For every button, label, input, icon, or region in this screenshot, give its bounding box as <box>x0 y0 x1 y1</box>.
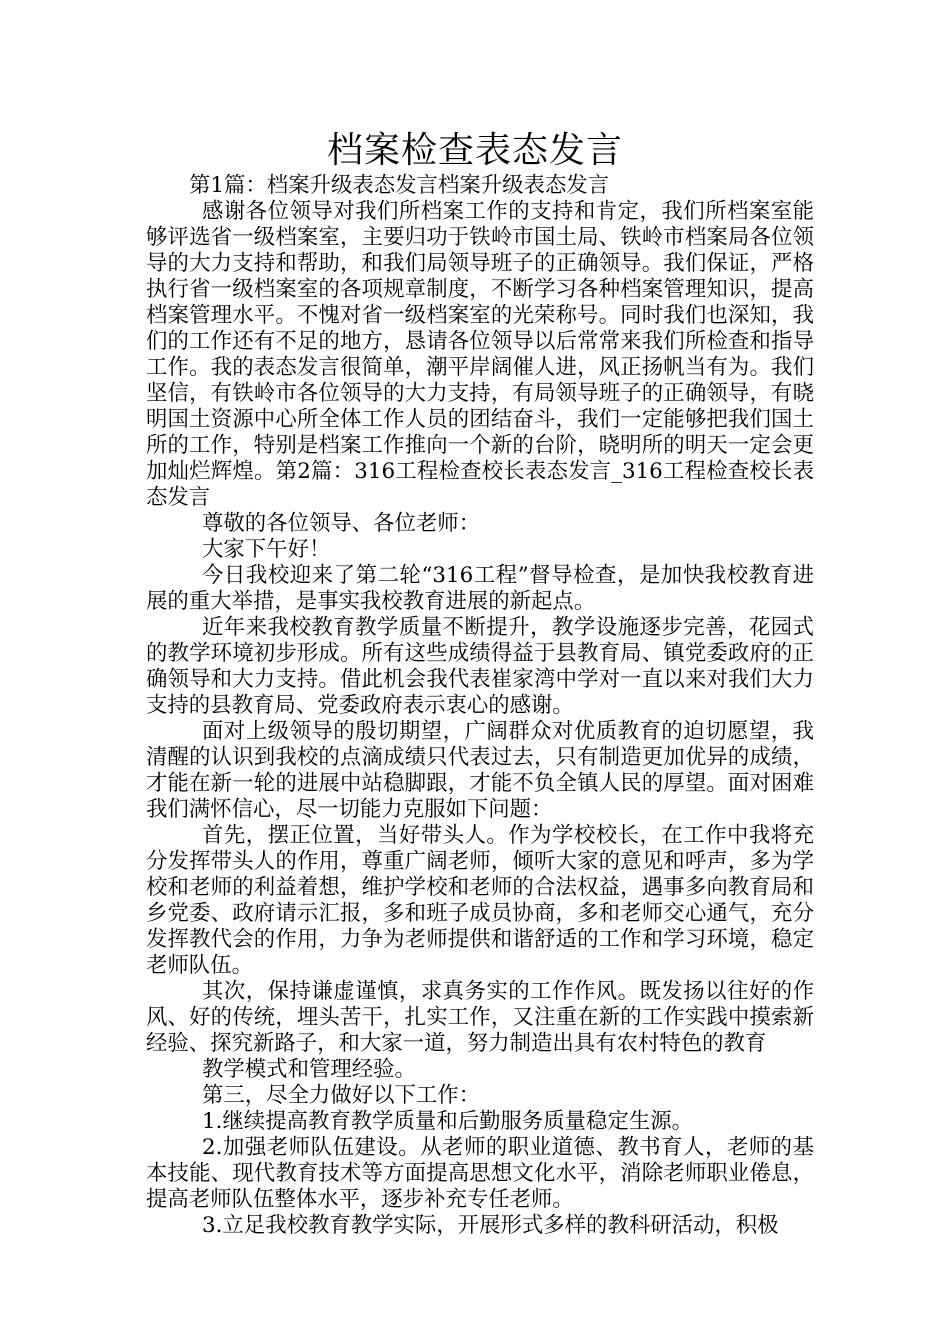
paragraph: 尊敬的各位领导、各位老师： <box>202 511 481 536</box>
paragraph: 大家下午好！ <box>202 537 331 562</box>
paragraph: 其次，保持谦虚谨慎，求真务实的工作作风。既发扬以往好的作风、好的传统，埋头苦干，扎实工作，又注重在新的工作实践中摸索新经验、探究新路子，和大家一道，努力制造出具有农村特色的教育 <box>146 979 814 1056</box>
document-body <box>146 173 814 1239</box>
paragraph: 近年来我校教育教学质量不断提升，教学设施逐步完善，花园式的教学环境初步形成。所有这些成绩得益于县教育局、镇党委政府的正确领导和大力支持。借此机会我代表崔家湾中学对一直以来对我们大力支持的县教育局、党委政府表示衷心的感谢。 <box>146 615 814 718</box>
paragraph: 教学模式和管理经验。 <box>202 1057 416 1082</box>
document-title: 档案检查表态发言 <box>326 130 623 171</box>
paragraph: 今日我校迎来了第二轮“316工程”督导检查，是加快我校教育进展的重大举措，是事实我校教育进展的新起点。 <box>146 563 814 614</box>
paragraph: 3.立足我校教育教学实际，开展形式多样的教科研活动，积极 <box>202 1213 779 1238</box>
paragraph: 第1篇：档案升级表态发言档案升级表态发言 <box>189 173 610 198</box>
paragraph: 2.加强老师队伍建设。从老师的职业道德、教书育人，老师的基本技能、现代教育技术等方面提高思想文化水平，消除老师职业倦息，提高老师队伍整体水平，逐步补充专任老师。 <box>146 1135 814 1212</box>
paragraph: 第三，尽全力做好以下工作： <box>202 1083 481 1108</box>
paragraph: 首先，摆正位置，当好带头人。作为学校校长，在工作中我将充分发挥带头人的作用，尊重广阔老师，倾听大家的意见和呼声，多为学校和老师的利益着想，维护学校和老师的合法权益，遇事多向教育局和乡党委、政府请示汇报，多和班子成员协商，多和老师交心通气，充分发挥教代会的作用，力争为老师提供和谐舒适的工作和学习环境，稳定老师队伍。 <box>146 823 814 978</box>
paragraph: 感谢各位领导对我们所档案工作的支持和肯定，我们所档案室能够评选省一级档案室，主要归功于铁岭市国土局、铁岭市档案局各位领导的大力支持和帮助，和我们局领导班子的正确领导。我们保证，严格执行省一级档案室的各项规章制度，不断学习各种档案管理知识，提高档案管理水平。不愧对省一级档案室的光荣称号。同时我们也深知，我们的工作还有不足的地方，恳请各位领导以后常常来我们所检查和指导工作。我的表态发言很简单，潮平岸阔催人进，风正扬帆当有为。我们坚信，有铁岭市各位领导的大力支持，有局领导班子的正确领导，有晓明国土资源中心所全体工作人员的团结奋斗，我们一定能够把我们国土所的工作，特别是档案工作推向一个新的台阶，晓明所的明天一定会更加灿烂辉煌。第2篇：316工程检查校长表态发言_316工程检查校长表态发言 <box>146 199 814 510</box>
paragraph: 1.继续提高教育教学质量和后勤服务质量稳定生源。 <box>202 1109 694 1134</box>
paragraph: 面对上级领导的殷切期望，广阔群众对优质教育的迫切愿望，我清醒的认识到我校的点滴成绩只代表过去，只有制造更加优异的成绩，才能在新一轮的进展中站稳脚跟，才能不负全镇人民的厚望。面对困难我们满怀信心，尽一切能力克服如下问题： <box>146 719 814 822</box>
